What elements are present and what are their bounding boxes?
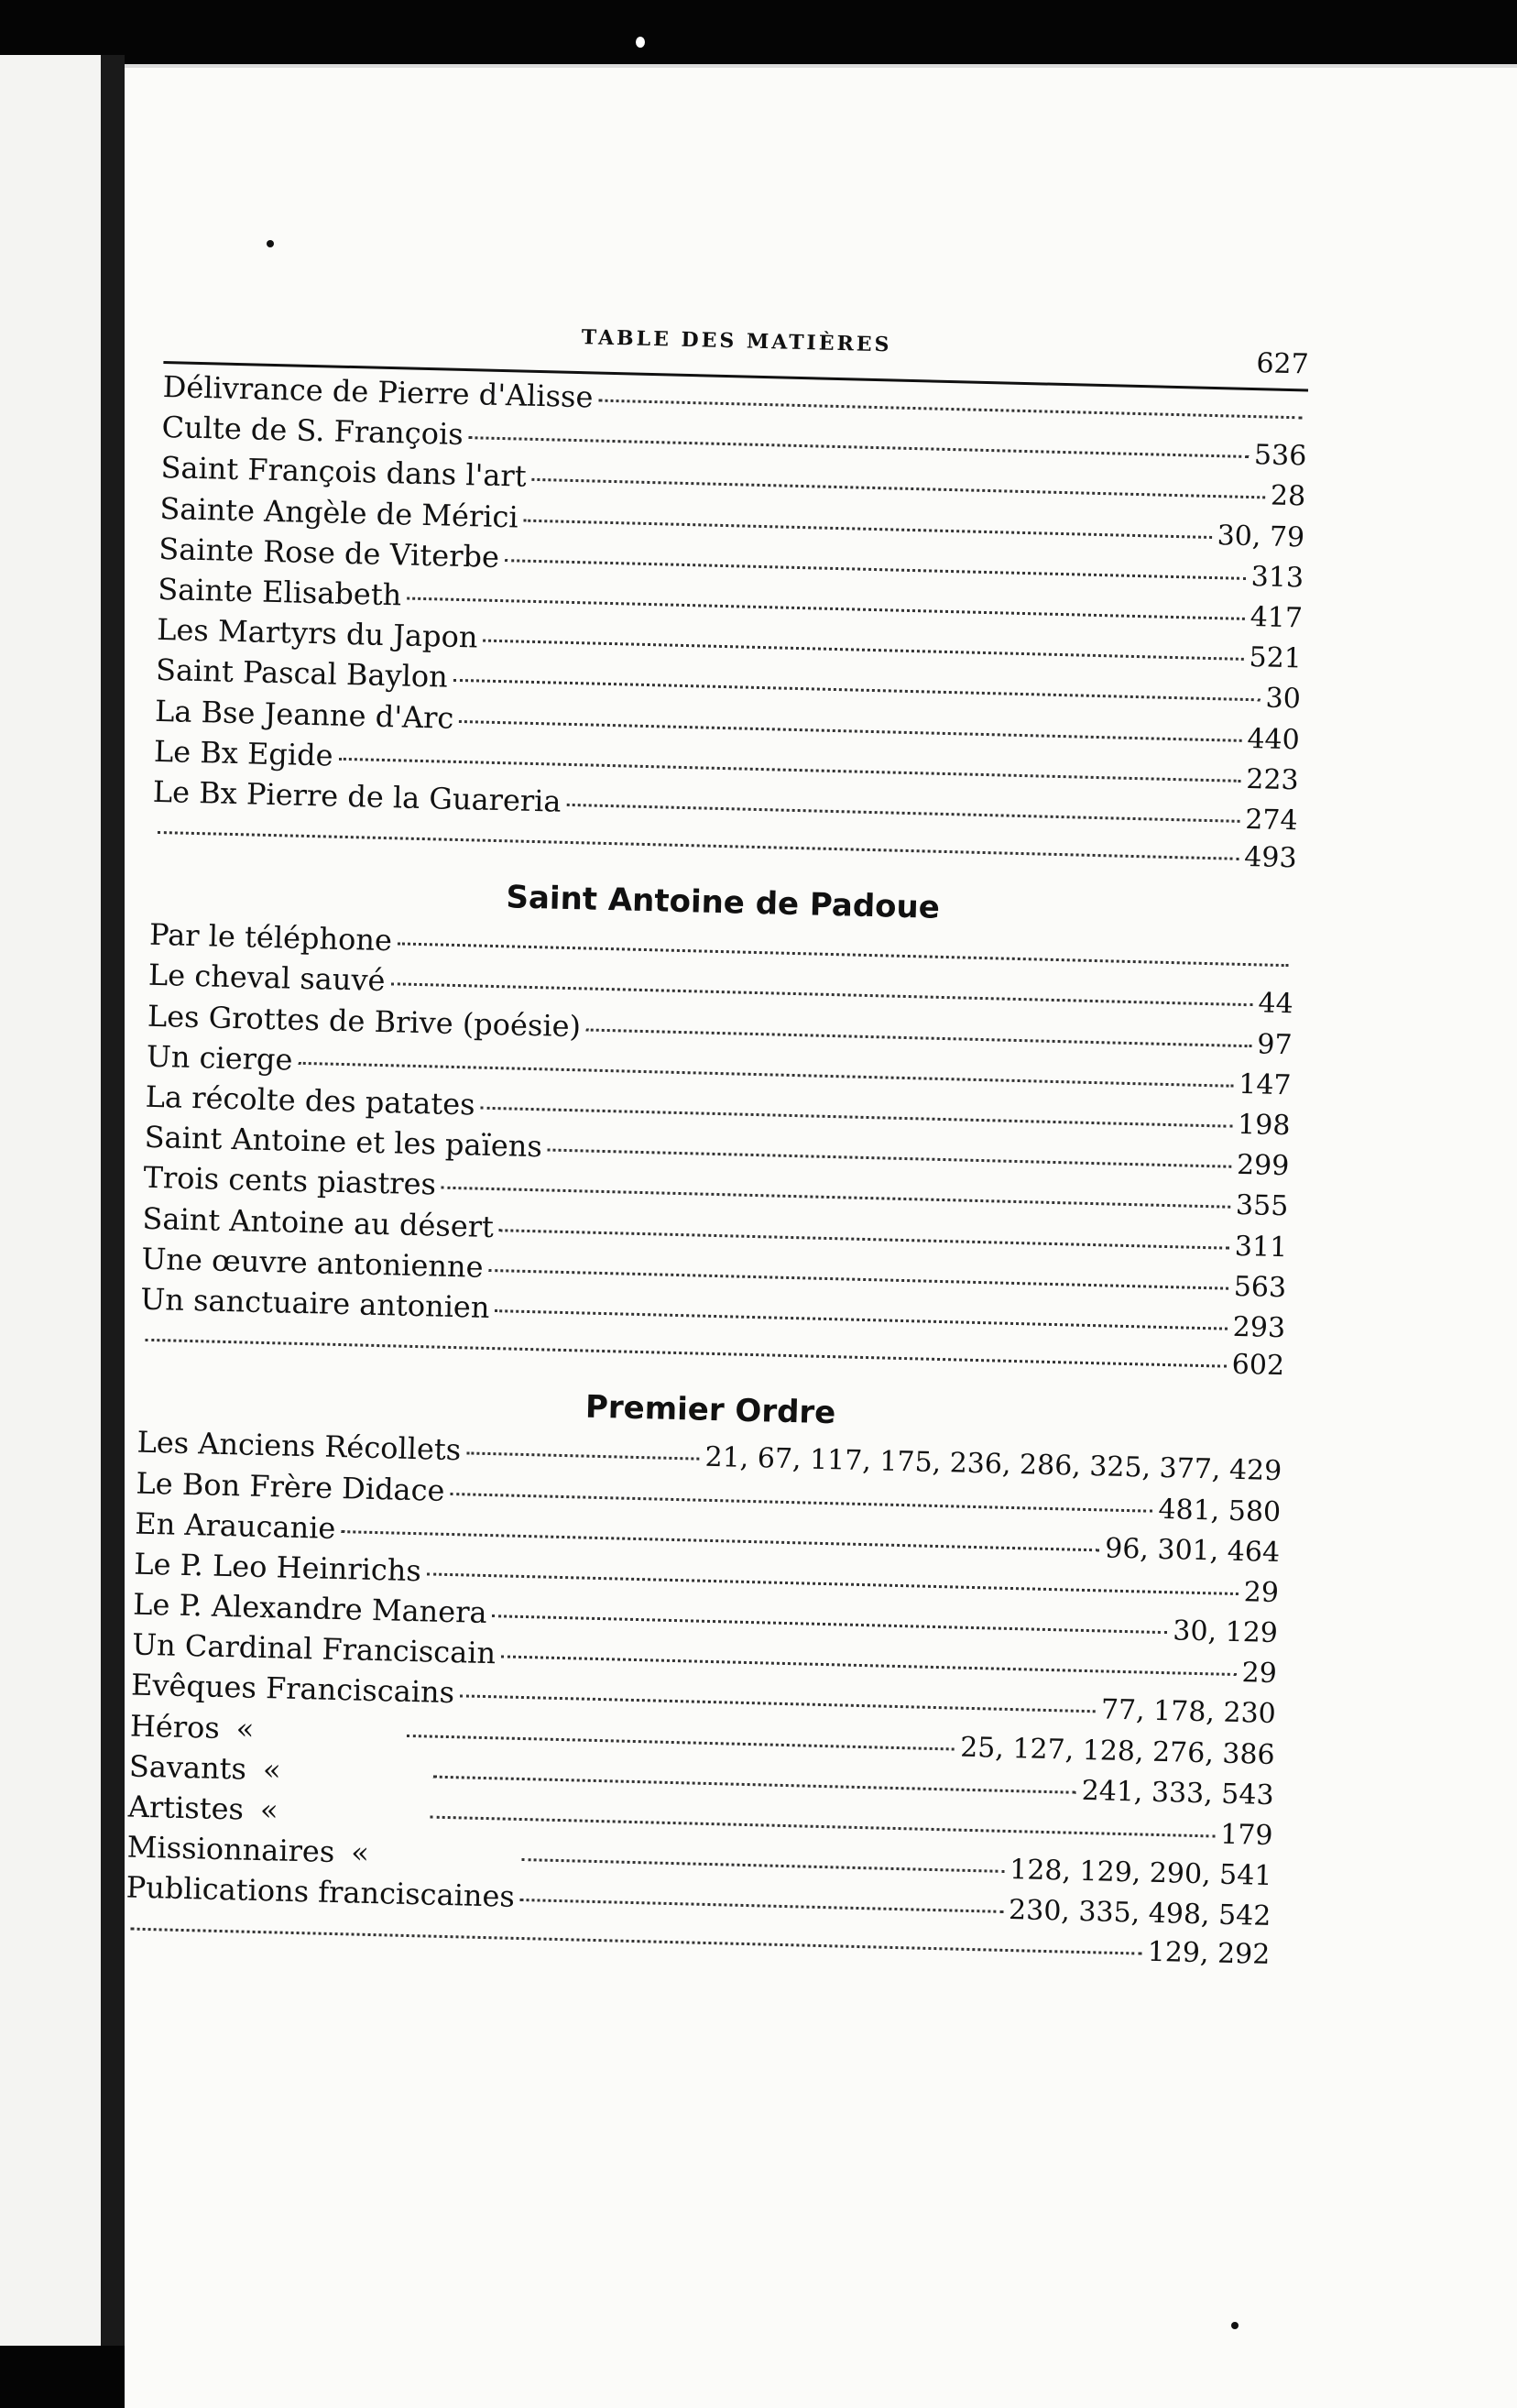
entry-pages: 440 [1247,722,1301,756]
entry-pages: 30, 129 [1172,1614,1279,1650]
entry-title: Héros [129,1708,221,1746]
dot-leader [468,436,1249,458]
entry-pages: 77, 178, 230 [1100,1693,1277,1731]
entry-pages: 230, 335, 498, 542 [1008,1894,1271,1933]
dot-leader [390,983,1252,1007]
entry-pages: 198 [1237,1108,1291,1143]
dot-leader [586,1028,1251,1047]
dot-leader [548,1149,1231,1168]
dot-leader [433,1775,1076,1793]
entry-pages: 241, 333, 543 [1081,1774,1274,1811]
entry-pages: 29 [1243,1576,1280,1609]
dot-leader [483,640,1243,661]
dot-leader [598,400,1302,420]
entry-pages: 481, 580 [1158,1493,1282,1528]
entry-title: Un Cardinal Franciscain [131,1626,497,1671]
entry-title: En Araucanie [134,1505,336,1546]
entry-title: Une œuvre antonienne [141,1241,485,1285]
book-gutter [101,55,125,2346]
dot-leader [521,1858,1004,1873]
entry-title: Saint Pascal Baylon [155,652,449,695]
entry-pages: 25, 127, 128, 276, 386 [959,1731,1276,1771]
ditto-mark: « [262,1751,282,1788]
entry-title: Saint Antoine au désert [142,1200,495,1244]
dot-leader [453,679,1261,702]
dot-leader [427,1572,1239,1595]
dot-leader [505,559,1246,580]
ditto-mark: « [350,1834,370,1871]
entry-pages: 28 [1270,479,1306,513]
entry-title: Un sanctuaire antonien [139,1281,490,1325]
entry-pages: 493 [1243,841,1297,875]
entry-title: Publications franciscaines [126,1869,516,1915]
dot-leader [450,1492,1152,1512]
dot-leader [488,1269,1228,1290]
entry-pages: 536 [1253,439,1307,473]
entry-pages: 521 [1249,641,1303,675]
entry-pages: 179 [1219,1818,1273,1853]
entry-title: Savants [128,1748,247,1787]
ink-speck [267,240,274,247]
dot-leader [431,1816,1215,1838]
dot-leader [480,1107,1232,1128]
entry-pages: 44 [1258,987,1294,1021]
entry-pages: 30, 79 [1217,519,1305,554]
running-title: TABLE DES MATIÈRES [581,325,892,357]
entry-title: La récolte des patates [145,1078,476,1122]
entry-pages: 129, 292 [1147,1935,1271,1971]
entry-pages: 602 [1231,1348,1285,1383]
dot-leader [407,1735,955,1751]
entry-title: La Bse Jeanne d'Arc [154,693,454,736]
entry-pages: 417 [1250,600,1304,635]
dot-leader [492,1614,1167,1634]
entry-title: Le cheval sauvé [147,958,386,999]
entry-pages: 313 [1250,560,1304,595]
entry-pages: 311 [1234,1230,1288,1264]
entry-title: Sainte Rose de Viterbe [158,531,500,575]
dot-leader [466,1452,700,1461]
table-of-contents [125,302,1310,1979]
entry-title: Délivrance de Pierre d'Alisse [162,368,594,415]
entry-title: Trois cents piastres [143,1160,437,1202]
entry-pages: 563 [1233,1270,1287,1304]
entry-title: Artistes [127,1789,245,1827]
entry-pages: 97 [1256,1028,1293,1061]
entry-pages: 223 [1245,762,1300,797]
entry-title: Missionnaires [126,1829,335,1870]
entry-title: Un cierge [146,1038,293,1078]
dot-leader [442,1187,1230,1209]
entry-title: Par le téléphone [148,917,393,958]
ink-speck [636,37,645,48]
dot-leader [520,1899,1003,1913]
section-title: Saint Antoine de Padoue [506,879,941,927]
entry-title: Le P. Alexandre Manera [132,1586,488,1631]
entry-title: Les Anciens Récollets [136,1424,462,1468]
entry-title: Saint Antoine et les païens [144,1119,543,1165]
dot-leader [495,1309,1227,1330]
entry-pages: 355 [1235,1189,1289,1223]
entry-title: Le Bx Egide [153,733,334,773]
ditto-mark: « [259,1792,279,1828]
entry-title: Le P. Leo Heinrichs [133,1546,422,1589]
ink-speck [1231,2322,1239,2329]
ditto-mark: « [235,1710,255,1746]
entry-pages: 299 [1236,1149,1290,1183]
entry-title: Culte de S. François [161,410,464,453]
entry-pages: 21, 67, 117, 175, 236, 286, 325, 377, 429 [704,1441,1282,1488]
dot-leader [338,757,1240,782]
dot-leader [531,478,1265,499]
dot-leader [459,719,1241,741]
dot-leader [566,804,1239,823]
entry-title: Le Bx Pierre de la Guareria [152,773,562,819]
entry-pages: 128, 129, 290, 541 [1009,1854,1272,1893]
dot-leader [131,1927,1142,1954]
entry-title: Les Grottes de Brive (poésie) [147,998,582,1044]
entry-title: Sainte Elisabeth [157,571,402,613]
section-title: Premier Ordre [584,1388,836,1432]
left-page-edge [0,55,101,2346]
dot-leader [499,1229,1229,1249]
entry-pages: 96, 301, 464 [1104,1532,1281,1569]
dot-leader [524,519,1212,538]
entry-title: Sainte Angèle de Mérici [159,490,519,535]
entry-pages: 274 [1244,803,1298,837]
entry-title: Evêques Franciscains [130,1667,455,1711]
dot-leader [501,1656,1237,1677]
page-number: 627 [1256,347,1310,381]
entry-pages: 29 [1241,1657,1278,1691]
entry-pages: 147 [1238,1067,1292,1102]
entry-title: Les Martyrs du Japon [156,612,478,655]
entry-title: Saint François dans l'art [160,450,528,495]
dot-leader [460,1695,1096,1713]
dot-leader [407,597,1245,619]
entry-title: Le Bon Frère Didace [136,1465,445,1508]
dot-leader [298,1062,1233,1088]
entry-pages: 293 [1232,1310,1286,1345]
dot-leader [341,1530,1099,1551]
toc-body [125,369,1308,1979]
dot-leader [398,943,1289,968]
entry-pages: 30 [1265,682,1302,716]
